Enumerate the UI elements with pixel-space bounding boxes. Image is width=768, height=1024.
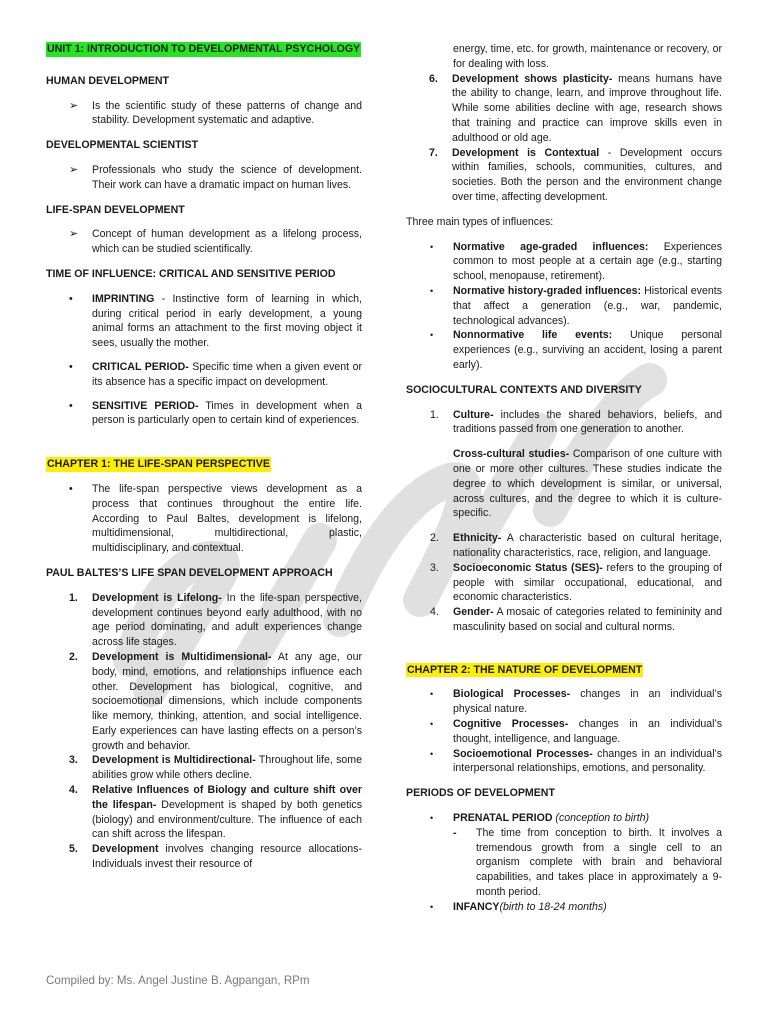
bullet-icon: • xyxy=(430,748,434,759)
list-item: • CRITICAL PERIOD- Specific time when a given event or its absence has a specific impact on development. xyxy=(69,360,363,388)
list-item: 1. Development is Lifelong- In the life-span perspective, development continues beyond early adulthood, with no age period dominating, and adult experiences change across life stages. xyxy=(69,591,362,649)
developmental-scientist-heading: DEVELOPMENTAL SCIENTIST xyxy=(46,139,199,152)
bullet-icon: • xyxy=(430,719,434,730)
dash-icon: - xyxy=(453,826,457,839)
list-item: • Cognitive Processes- changes in an individual’s thought, intelligence, and language. xyxy=(430,718,722,745)
list-item: • PRENATAL PERIOD (conception to birth) xyxy=(430,812,650,825)
continued-text: energy, time, etc. for growth, maintenance or recovery, or for dealing with loss. xyxy=(453,43,722,70)
paul-baltes-heading: PAUL BALTES’S LIFE SPAN DEVELOPMENT APPROACH xyxy=(46,566,333,579)
bullet-icon: • xyxy=(430,813,434,824)
chapter-2-title: CHAPTER 2: THE NATURE OF DEVELOPMENT xyxy=(407,663,643,676)
chapter-1-title: CHAPTER 1: THE LIFE-SPAN PERSPECTIVE xyxy=(47,458,270,471)
life-span-development-heading: LIFE-SPAN DEVELOPMENT xyxy=(46,203,185,216)
list-item: ➢ Professionals who study the science of development. Their work can have a dramatic impact on human lives. xyxy=(69,163,362,191)
list-item: • The life-span perspective views development as a process that continues throughout the entire life. According to Paul Baltes, development is lifelong, multidimensional, multidirectional, plastic, multidisciplinary, and contextual. xyxy=(69,482,362,555)
list-item: • SENSITIVE PERIOD- Times in development when a person is particularly open to certain kind of experiences. xyxy=(69,399,362,427)
bullet-icon: • xyxy=(430,689,434,700)
page-footer: Compiled by: Ms. Angel Justine B. Agpangan, RPm xyxy=(46,974,310,987)
arrow-bullet-icon: ➢ xyxy=(69,163,79,176)
bullet-icon: • xyxy=(69,360,73,373)
list-item: 3. Socioeconomic Status (SES)- refers to the grouping of people with similar occupational, educational, and economic characteristics. xyxy=(430,561,722,604)
time-of-influence-heading: TIME OF INFLUENCE: CRITICAL AND SENSITIVE PERIOD xyxy=(46,267,336,280)
list-item: 6. Development shows plasticity- means humans have the ability to change, learn, and improve throughout life. While some abilities decline with age, research shows that training and practice can improve skills even in adulthood or old age. xyxy=(429,72,722,144)
list-item: • Nonnormative life events: Unique personal experiences (e.g., surviving an accident, losing a parent early). xyxy=(430,329,722,371)
cross-cultural-studies: Cross-cultural studies- Comparison of one culture with one or more other cultures. These studies indicate the degree to which development is similar, or universal, across cultures, and the degree to which it is culture-specific. xyxy=(453,448,722,520)
list-item: 4. Gender- A mosaic of categories related to femininity and masculinity based on social and cultural norms. xyxy=(430,606,722,633)
periods-heading: PERIODS OF DEVELOPMENT xyxy=(406,787,555,800)
list-item: • Socioemotional Processes- changes in an individual’s interpersonal relationships, emotions, and personality. xyxy=(430,747,723,775)
bullet-icon: • xyxy=(430,285,434,296)
bullet-icon: • xyxy=(69,399,73,412)
list-item: • IMPRINTING - Instinctive form of learning in which, during critical period in early development, a young animal forms an attachment to the first moving object it sees, usually the mother. xyxy=(69,292,362,350)
list-item: • INFANCY(birth to 18-24 months) xyxy=(430,900,607,913)
bullet-icon: • xyxy=(430,241,434,252)
list-item: • Normative history-graded influences: Historical events that affect a generation (e.g., war, pandemic, technological advances). xyxy=(430,284,722,327)
list-item: - The time from conception to birth. It involves a tremendous growth from a single cell to an organism complete with brain and behavioral capabilities, and takes place in approximately a 9-month period. xyxy=(453,826,722,899)
list-item: ➢ Is the scientific study of these patterns of change and stability. Development systematic and adaptive. xyxy=(69,99,362,127)
list-item: 3. Development is Multidirectional- Throughout life, some abilities grow while others decline. xyxy=(69,754,362,782)
human-development-heading: HUMAN DEVELOPMENT xyxy=(46,74,170,87)
unit-title: UNIT 1: INTRODUCTION TO DEVELOPMENTAL PSYCHOLOGY xyxy=(47,43,361,55)
list-item: • Normative age-graded influences: Experiences common to most people at a certain age (e.g., starting school, menopause, retirement). xyxy=(430,240,722,283)
right-column xyxy=(406,42,722,915)
list-item: • Biological Processes- changes in an individual’s physical nature. xyxy=(430,688,722,716)
list-item: 5. Development involves changing resource allocations- Individuals invest their resource of xyxy=(69,843,362,871)
list-item: 2. Development is Multidimensional- At any age, our body, mind, emotions, and relationships influence each other. Development has biological, cognitive, and socioemotional dimensions, which include components like memory, thinking, attention, and social intelligence. Early experiences can have lasting effects on a person’s growth and behavior. xyxy=(69,650,362,752)
sociocultural-heading: SOCIOCULTURAL CONTEXTS AND DIVERSITY xyxy=(406,383,642,396)
list-item: ➢ Concept of human development as a lifelong process, which can be studied scientifically. xyxy=(69,228,362,256)
arrow-bullet-icon: ➢ xyxy=(69,99,79,112)
left-column xyxy=(46,42,362,872)
list-item: 7. Development is Contextual - Development occurs within families, schools, communities, cultures, and societies. Both the person and the environment change over time, affecting development. xyxy=(429,146,723,203)
bullet-icon: • xyxy=(430,330,434,341)
bullet-icon: • xyxy=(430,901,434,912)
list-item: 4. Relative Influences of Biology and culture shift over the lifespan- Development is shaped by both genetics (biology) and environment/culture. The influence of each can shift across the lifespan. xyxy=(69,784,362,841)
bullet-icon: • xyxy=(69,292,73,305)
influences-intro: Three main types of influences: xyxy=(406,215,554,228)
arrow-bullet-icon: ➢ xyxy=(69,228,79,241)
list-item: 1. Culture- includes the shared behaviors, beliefs, and traditions passed from one generation to another. xyxy=(430,408,722,436)
bullet-icon: • xyxy=(69,482,73,495)
list-item: 2. Ethnicity- A characteristic based on cultural heritage, nationality characteristics, race, religion, and language. xyxy=(430,532,722,559)
